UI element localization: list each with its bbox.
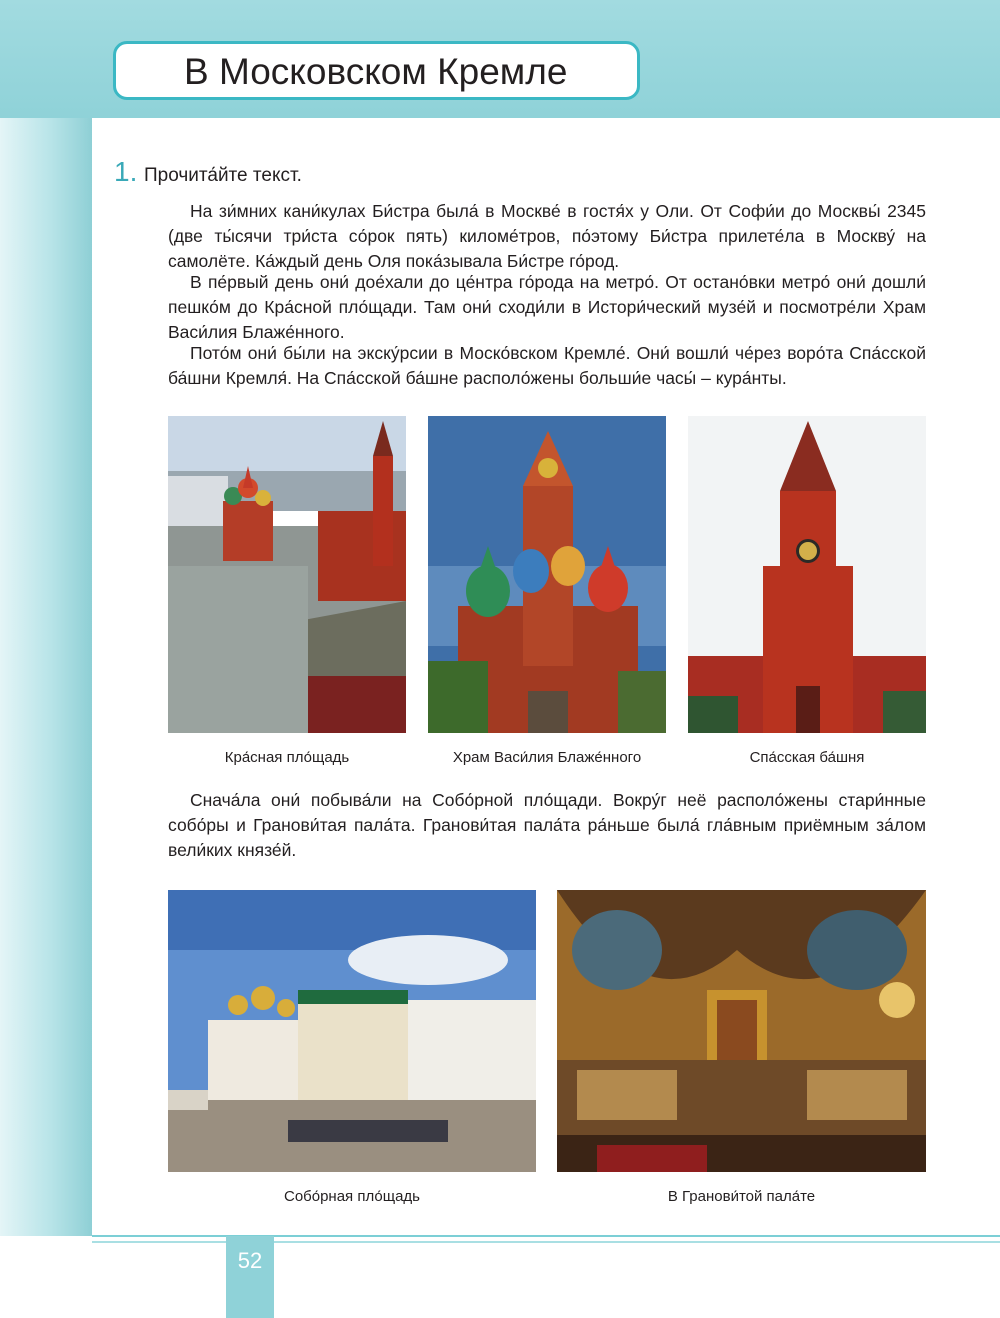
task-instruction: Прочита́йте текст. xyxy=(144,165,302,186)
paragraph-2: В пе́рвый день они́ дое́хали до це́нтра го́рода на метро́. От остано́вки метро́ они́ дошли́ пешко́м до Кра́сной пло́щади. Там они́ сходи́ли в Истори́ческий музе́й и посмотре́ли Храм Васи́лия Блаже́нного. xyxy=(168,272,926,342)
page-title: В Московском Кремле xyxy=(184,51,568,92)
task-number: 1. xyxy=(114,156,138,187)
red-square-photo xyxy=(168,416,406,733)
title-frame xyxy=(113,41,640,100)
cathedral-square-photo xyxy=(168,890,536,1172)
spasskaya-tower-photo xyxy=(688,416,926,733)
basil-cathedral-caption: Храм Васи́лия Блаже́нного xyxy=(452,749,642,766)
paragraph-3: Пото́м они́ бы́ли на экску́рсии в Моско́вском Кремле́. Они́ вошли́ че́рез воро́та Спа́сской ба́шни Кремля́. На Спа́сской ба́шне располо́жены больши́е часы́ – кура́нты. xyxy=(168,343,926,388)
side-band xyxy=(0,118,92,1236)
granovitaya-chamber-photo xyxy=(557,890,926,1172)
granovitaya-chamber-caption: В Гранови́той пала́те xyxy=(667,1188,816,1205)
spasskaya-tower-caption: Спа́сская ба́шня xyxy=(749,749,865,766)
paragraph-4: Снача́ла они́ побыва́ли на Собо́рной пло́щади. Вокру́г неё располо́жены стари́нные собо́ры и Гранови́тая пала́та. Гранови́тая пала́та ра́ньше была́ гла́вным приёмным за́лом вели́ких князе́й. xyxy=(168,790,926,860)
cathedral-square-caption: Собо́рная пло́щадь xyxy=(283,1188,420,1205)
red-square-caption: Кра́сная пло́щадь xyxy=(224,749,350,766)
paragraph-1: На зи́мних кани́кулах Би́стра была́ в Москве́ в гостя́х у Оли. От Софи́и до Москвы́ 2345 (две ты́сячи три́ста со́рок пять) киломе́тров, по́этому Би́стра прилете́ла в Москву́ на самолёте. Ка́ждый день Оля пока́зывала Би́стре го́род. xyxy=(168,201,926,271)
basil-cathedral-photo xyxy=(428,416,666,733)
page-number-tab xyxy=(226,1236,274,1318)
page-number: 52 xyxy=(237,1248,263,1273)
